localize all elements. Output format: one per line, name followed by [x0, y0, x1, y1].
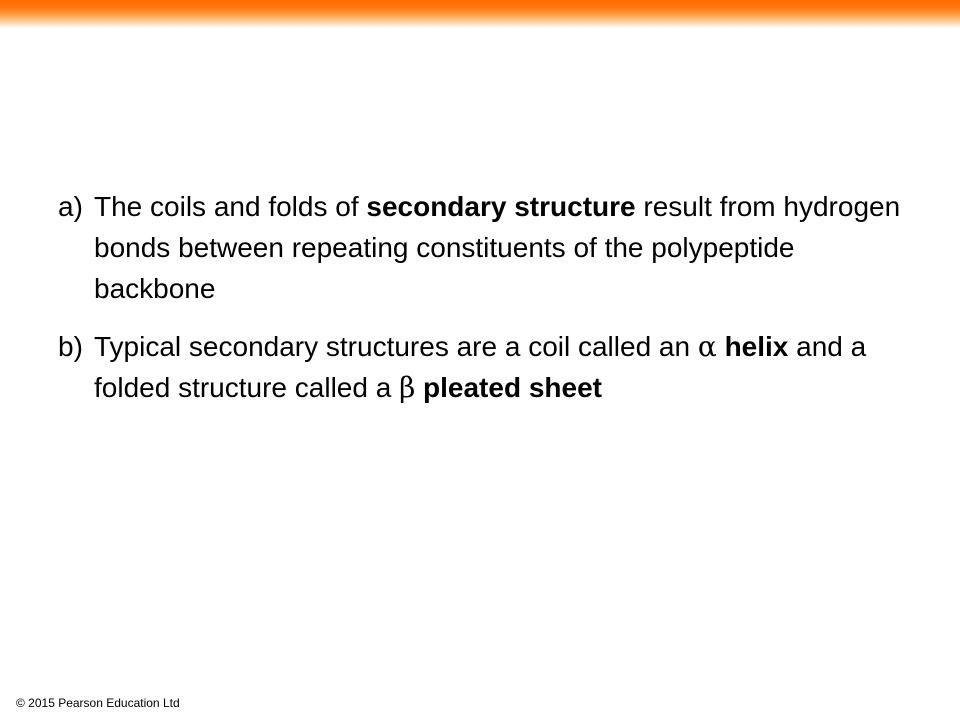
alpha-symbol: α [697, 330, 717, 363]
list-marker: b) [58, 331, 83, 362]
list-marker: a) [58, 191, 83, 222]
text-segment [717, 331, 725, 362]
text-segment: and a folded structure called a [94, 331, 867, 403]
text-segment: Typical secondary structures are a coil called an [94, 331, 698, 362]
text-segment: result from hydrogen bonds between repeating constituents of the polypeptide backbone [94, 191, 901, 304]
list-item-a [58, 186, 918, 309]
list-item-text [94, 186, 918, 309]
beta-symbol: β [399, 371, 416, 404]
text-segment [415, 372, 423, 403]
list-item-b [58, 326, 918, 408]
copyright-footer: © 2015 Pearson Education Ltd [16, 696, 180, 710]
text-segment: The coils and folds of [94, 191, 367, 222]
emphasis-term: helix [724, 331, 789, 362]
emphasis-term: pleated sheet [423, 372, 602, 403]
emphasis-term: secondary structure [366, 191, 636, 222]
list-item-text [94, 326, 918, 408]
header-accent-bar [0, 0, 960, 28]
slide-content [58, 186, 918, 408]
